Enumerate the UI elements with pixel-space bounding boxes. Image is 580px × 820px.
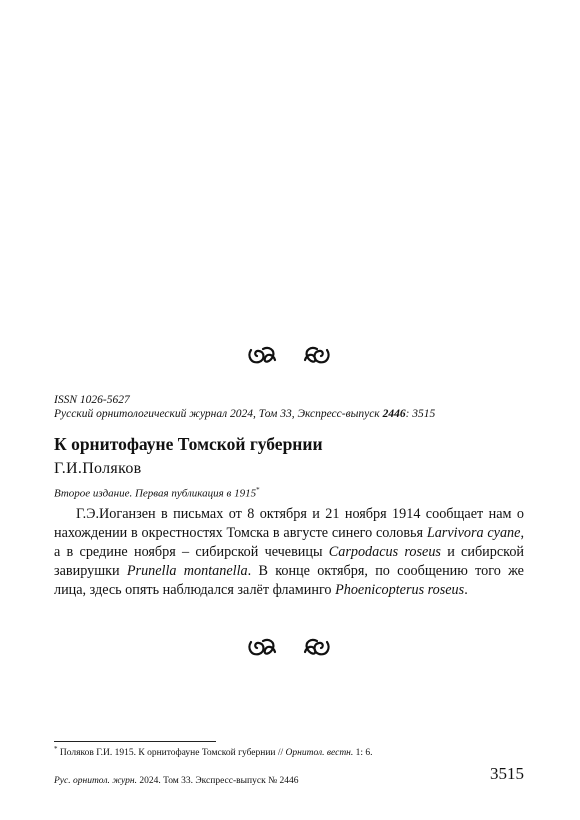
species-carpodacus-roseus: Carpodacus roseus [328, 544, 441, 560]
journal-issue-number: 2446 [382, 408, 406, 420]
footnote-rest: 1: 6. [353, 748, 373, 759]
journal-line [54, 407, 435, 421]
article-title: К орнитофауне Томской губернии [54, 434, 323, 454]
footnote-ref: * [256, 486, 260, 494]
species-larvivora-cyane: Larvivora cyane [426, 525, 521, 541]
body-text-5: . [464, 582, 468, 598]
body-text-4: . В конце октября, по сообщению того же лица, здесь опять наблюдался залёт фламинго [54, 563, 524, 598]
edition-note-text: Второе издание. Первая публикация в 1915 [54, 487, 257, 500]
issn-line: ISSN 1026-5627 [54, 394, 130, 406]
species-prunella-montanella: Prunella montanella [126, 563, 248, 579]
fleuron-icon [245, 634, 335, 660]
footnote-text: Поляков Г.И. 1915. К орнитофауне Томской губернии // [57, 748, 286, 759]
journal-line-prefix: Русский орнитологический журнал 2024, Том 33, Экспресс-выпуск [54, 408, 383, 420]
article-author: Г.И.Поляков [54, 460, 142, 477]
top-ornament [0, 342, 580, 374]
body-text-3: и сибирской завирушки [54, 544, 525, 579]
footer-text: 2024. Том 33. Экспресс-выпуск № 2446 [136, 776, 299, 786]
footnote-rule [54, 741, 216, 742]
page-number: 3515 [490, 764, 524, 783]
species-phoenicopterus-roseus: Phoenicopterus roseus [335, 582, 465, 598]
body-text-2: , а в средине ноября – сибирской чечевицы [54, 525, 524, 560]
footnote-mark: * [54, 745, 58, 753]
page-footer [54, 776, 299, 786]
edition-note [54, 486, 260, 500]
footnote-journal: Орнитол. вестн. [285, 748, 354, 759]
body-text-1: Г.Э.Иоганзен в письмах от 8 октября и 21 ноября 1914 сообщает нам о нахождении в окрестностях Томска в августе синего соловья [54, 506, 524, 541]
journal-line-suffix: : 3515 [405, 408, 436, 420]
fleuron-icon [245, 342, 335, 368]
footnote [54, 745, 373, 758]
bottom-ornament [0, 634, 580, 666]
footer-journal: Рус. орнитол. журн. [54, 776, 137, 786]
article-body [54, 505, 524, 600]
